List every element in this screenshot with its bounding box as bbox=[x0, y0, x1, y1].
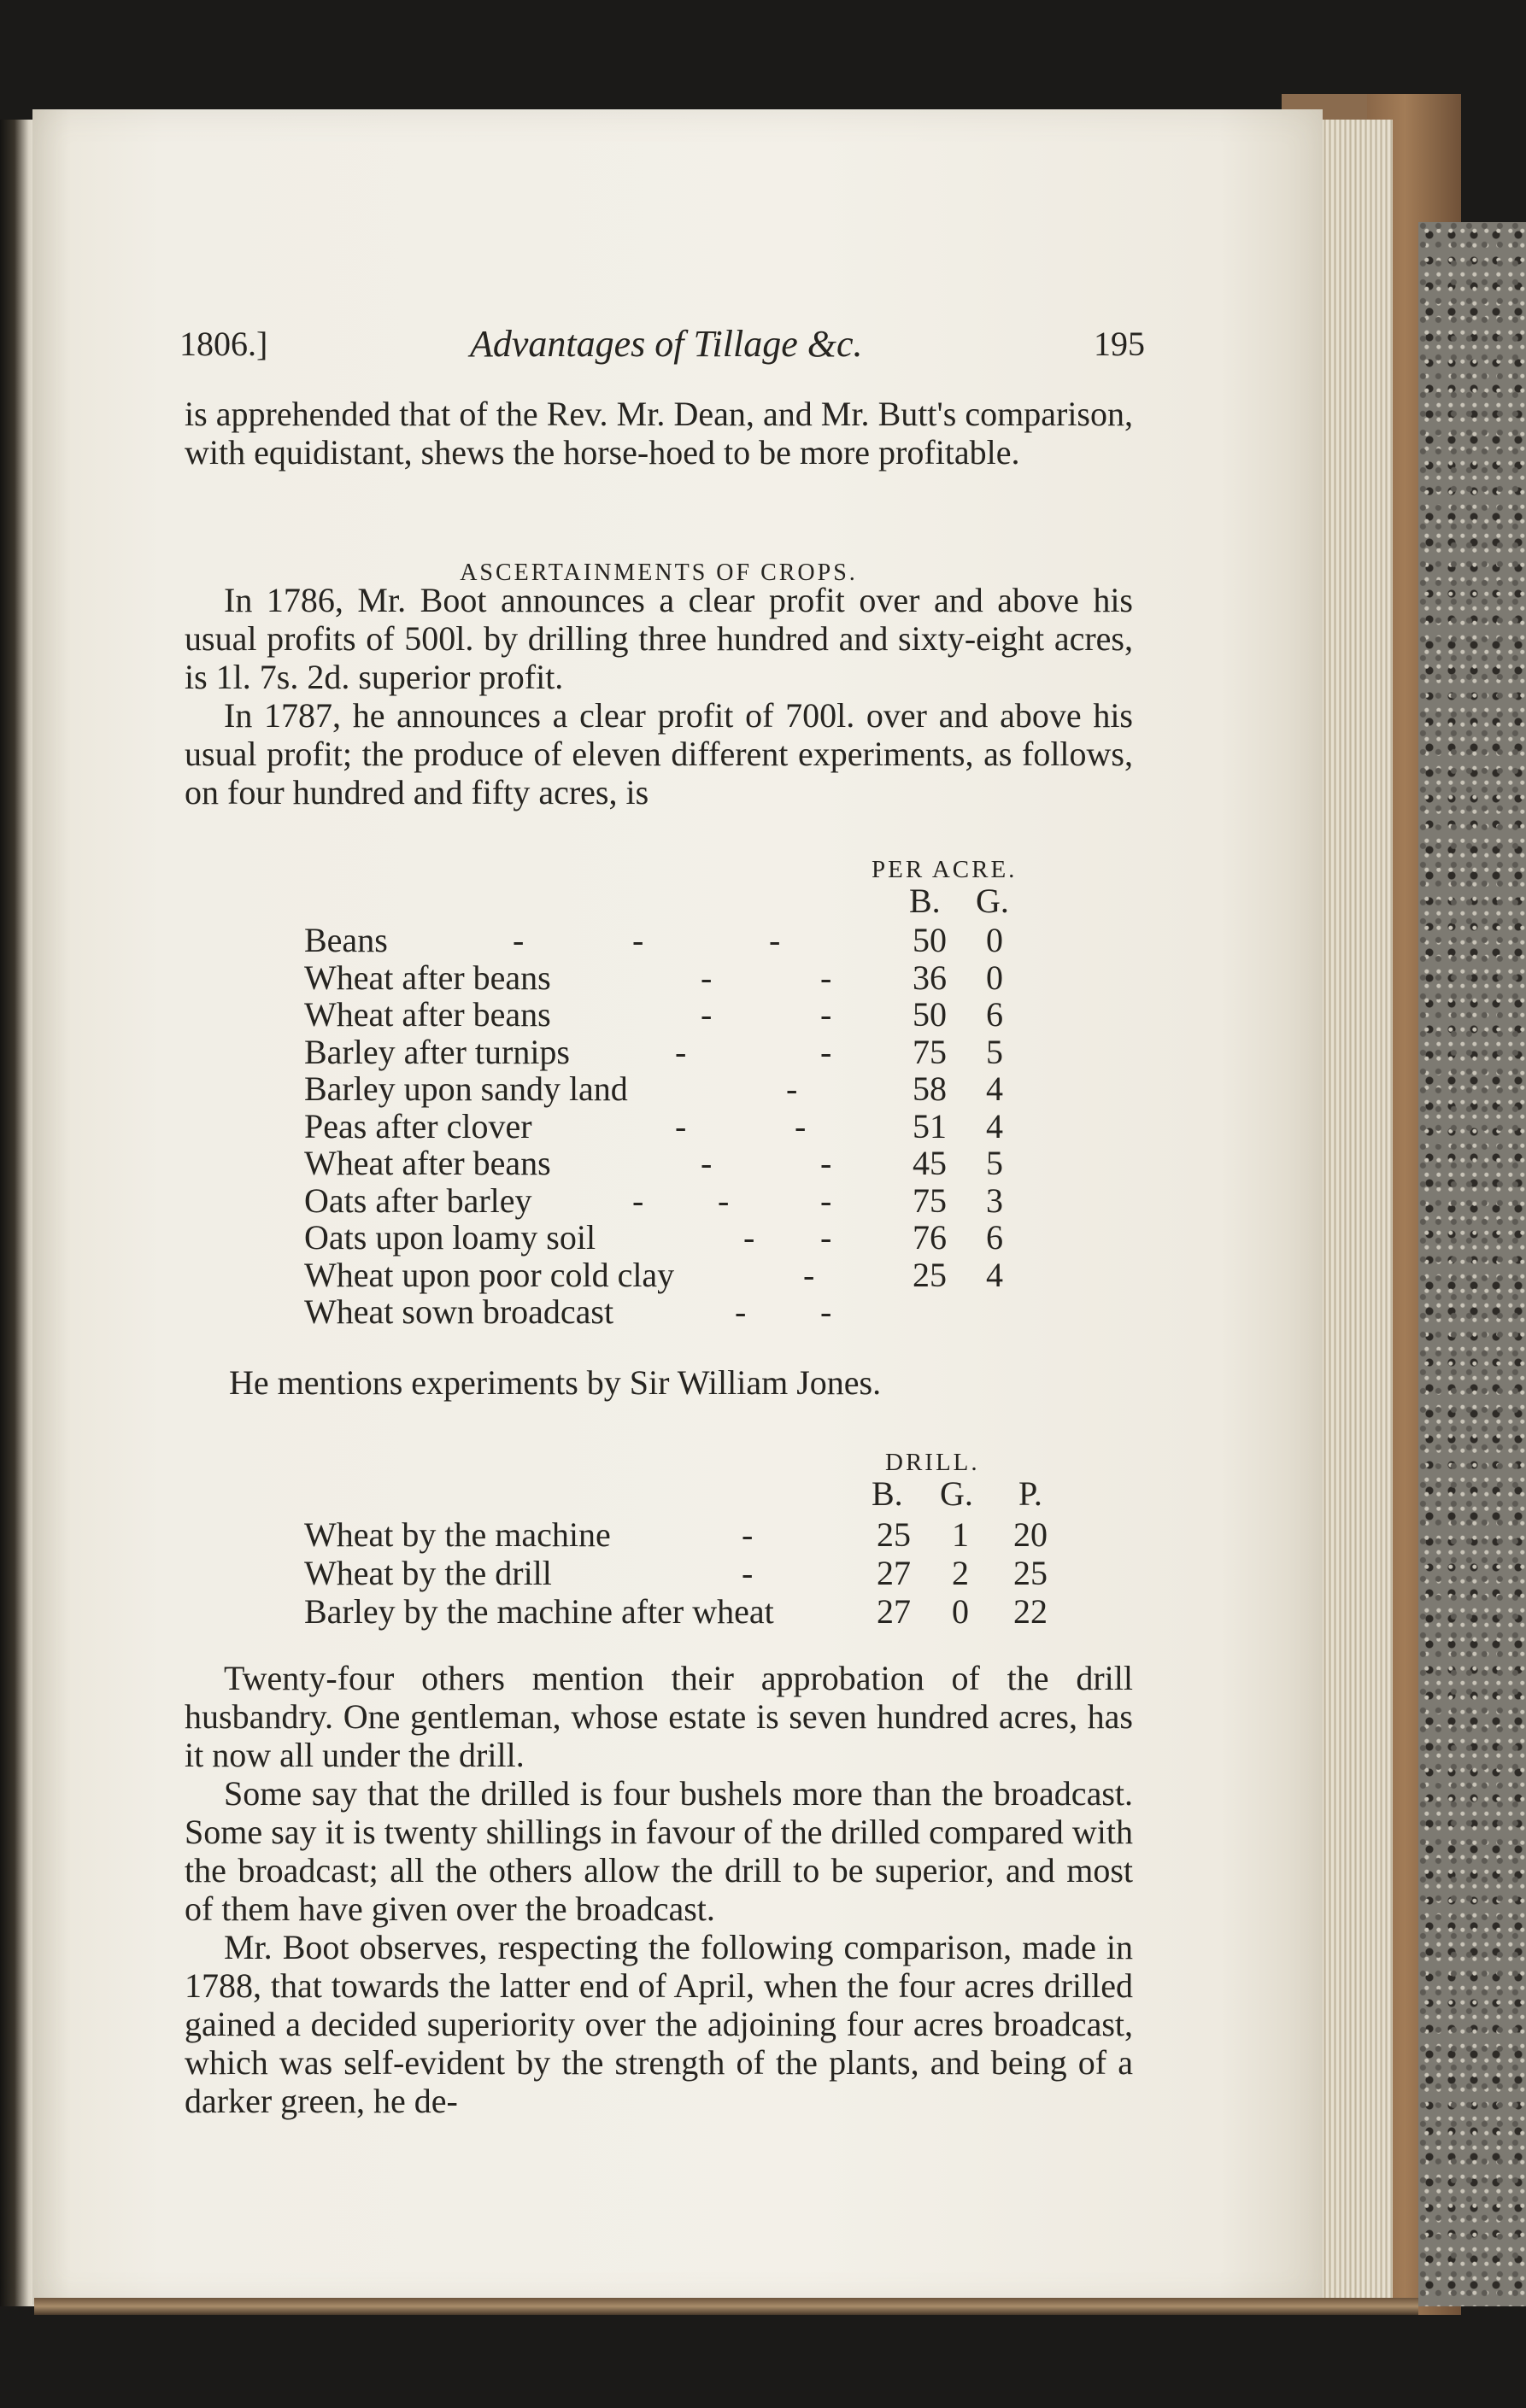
column-pecks: P. bbox=[1018, 1474, 1042, 1513]
leader-dash: - bbox=[675, 1106, 687, 1145]
bushels-value: 75 bbox=[913, 1181, 947, 1220]
crop-name: Oats upon loamy soil bbox=[304, 1218, 596, 1257]
bushels-value: 58 bbox=[913, 1069, 947, 1108]
crop-name: Wheat upon poor cold clay bbox=[304, 1255, 675, 1294]
leader-dash: - bbox=[513, 921, 525, 959]
crop-row bbox=[304, 1181, 1073, 1220]
paragraph-some-say: Some say that the drilled is four bushels more than the broadcast. Some say it is twenty shillings in favour of the drilled compared with the broadcast; all the others allow the drill to be superior, and most of them have given over the broadcast. bbox=[185, 1774, 1133, 1928]
bushels-value: 50 bbox=[913, 995, 947, 1034]
crop-row bbox=[304, 1256, 1073, 1292]
intro-paragraph-text: is apprehended that of the Rev. Mr. Dean, and Mr. Butt's comparison, with equidistant, shews the horse-hoed to be more profitable. bbox=[185, 395, 1133, 472]
crop-name: Wheat after beans bbox=[304, 958, 551, 997]
crop-row bbox=[304, 1033, 1073, 1069]
gallons-value: 4 bbox=[986, 1106, 1003, 1145]
column-bushels: B. bbox=[909, 882, 941, 920]
leader-dash: - bbox=[769, 921, 781, 959]
gallons-value: 0 bbox=[952, 1592, 969, 1631]
column-bushels: B. bbox=[872, 1474, 903, 1513]
column-gallons: G. bbox=[976, 882, 1009, 920]
gallons-value: 4 bbox=[986, 1255, 1003, 1294]
bushels-value: 36 bbox=[913, 958, 947, 997]
leader-dash: - bbox=[786, 1069, 798, 1108]
gallons-value: 6 bbox=[986, 995, 1003, 1034]
intro-paragraph bbox=[185, 395, 1133, 472]
leader-dash: - bbox=[718, 1181, 730, 1220]
bushels-value: 27 bbox=[877, 1592, 911, 1631]
drill-table-columns bbox=[868, 1474, 1090, 1513]
jones-line: He mentions experiments by Sir William Jones. bbox=[229, 1363, 882, 1402]
marbled-endpaper bbox=[1418, 222, 1526, 2306]
pecks-value: 20 bbox=[1013, 1515, 1048, 1554]
paragraph-1787: In 1787, he announces a clear profit of 700l. over and above his usual profit; the produce of eleven different experiments, as follows, on four hundred and fifty acres, is bbox=[185, 696, 1133, 811]
crop-name: Barley after turnips bbox=[304, 1032, 570, 1071]
closing-paragraphs bbox=[185, 1659, 1133, 2120]
section-heading: ASCERTAINMENTS OF CROPS. bbox=[460, 560, 858, 586]
crop-row bbox=[304, 1069, 1073, 1108]
column-gallons: G. bbox=[940, 1474, 973, 1513]
gallons-value: 5 bbox=[986, 1032, 1003, 1071]
drill-row bbox=[304, 1515, 1073, 1554]
leader-dash: - bbox=[742, 1554, 754, 1592]
crop-row bbox=[304, 921, 1073, 957]
drill-table-heading: DRILL. bbox=[885, 1449, 980, 1476]
crop-name: Wheat after beans bbox=[304, 995, 551, 1034]
bushels-value: 45 bbox=[913, 1144, 947, 1182]
crop-row bbox=[304, 1144, 1073, 1180]
crop-name: Wheat sown broadcast bbox=[304, 1292, 614, 1331]
drill-method: Wheat by the machine bbox=[304, 1515, 611, 1554]
gallons-value: 3 bbox=[986, 1181, 1003, 1220]
leader-dash: - bbox=[803, 1255, 815, 1294]
leader-dash: - bbox=[742, 1515, 754, 1554]
drill-row bbox=[304, 1554, 1073, 1590]
drill-method: Wheat by the drill bbox=[304, 1554, 552, 1592]
gallons-value: 4 bbox=[986, 1069, 1003, 1108]
leader-dash: - bbox=[701, 995, 713, 1034]
header-date: 1806.] bbox=[179, 325, 268, 363]
running-header bbox=[179, 325, 1145, 367]
gallons-value: 6 bbox=[986, 1218, 1003, 1257]
paragraph-boot-observes: Mr. Boot observes, respecting the following comparison, made in 1788, that towards the latter end of April, when the four acres drilled gained a decided superiority over the adjoining four acres broadcast, which was self-evident by the strength of the plants, and being of a darker green, he de- bbox=[185, 1928, 1133, 2120]
gallons-value: 5 bbox=[986, 1144, 1003, 1182]
leader-dash: - bbox=[820, 1181, 832, 1220]
crop-name: Barley upon sandy land bbox=[304, 1069, 628, 1108]
crop-name: Peas after clover bbox=[304, 1106, 532, 1145]
leader-dash: - bbox=[675, 1032, 687, 1071]
paragraph-1786: In 1786, Mr. Boot announces a clear profit over and above his usual profits of 500l. by drilling three hundred and sixty-eight acres, is 1l. 7s. 2d. superior profit. bbox=[185, 581, 1133, 696]
crop-row bbox=[304, 1292, 1073, 1331]
gallons-value: 2 bbox=[952, 1554, 969, 1592]
pecks-value: 22 bbox=[1013, 1592, 1048, 1631]
leader-dash: - bbox=[820, 1144, 832, 1182]
paragraph-twenty-four: Twenty-four others mention their approbation of the drill husbandry. One gentleman, whose estate is seven hundred acres, has it now all under the drill. bbox=[185, 1659, 1133, 1774]
leader-dash: - bbox=[820, 1032, 832, 1071]
crop-table-heading: PER ACRE. bbox=[872, 856, 1018, 883]
gallons-value: 0 bbox=[986, 958, 1003, 997]
crop-name: Oats after barley bbox=[304, 1181, 532, 1220]
bushels-value: 25 bbox=[877, 1515, 911, 1554]
leader-dash: - bbox=[701, 1144, 713, 1182]
left-page-edge bbox=[0, 120, 36, 2306]
pecks-value: 25 bbox=[1013, 1554, 1048, 1592]
crop-row bbox=[304, 958, 1073, 997]
running-title: Advantages of Tillage &c. bbox=[470, 323, 863, 365]
bushels-value: 50 bbox=[913, 921, 947, 959]
leader-dash: - bbox=[701, 958, 713, 997]
crop-name: Wheat after beans bbox=[304, 1144, 551, 1182]
drill-row bbox=[304, 1592, 1073, 1631]
leader-dash: - bbox=[632, 1181, 644, 1220]
page-stack-edge bbox=[1316, 120, 1393, 2306]
bushels-value: 51 bbox=[913, 1106, 947, 1145]
leader-dash: - bbox=[820, 1292, 832, 1331]
leader-dash: - bbox=[820, 995, 832, 1034]
cover-bottom-edge bbox=[34, 2298, 1418, 2315]
crop-name: Beans bbox=[304, 921, 388, 959]
leader-dash: - bbox=[820, 958, 832, 997]
leader-dash: - bbox=[743, 1218, 755, 1257]
leader-dash: - bbox=[632, 921, 644, 959]
crop-row bbox=[304, 995, 1073, 1034]
gallons-value: 0 bbox=[986, 921, 1003, 959]
leader-dash: - bbox=[820, 1218, 832, 1257]
profit-paragraphs bbox=[185, 581, 1133, 811]
bushels-value: 27 bbox=[877, 1554, 911, 1592]
crop-row bbox=[304, 1107, 1073, 1143]
leader-dash: - bbox=[795, 1106, 807, 1145]
bushels-value: 76 bbox=[913, 1218, 947, 1257]
drill-method: Barley by the machine after wheat bbox=[304, 1592, 774, 1631]
page-number: 195 bbox=[1094, 325, 1145, 363]
crop-row bbox=[304, 1218, 1073, 1257]
bushels-value: 75 bbox=[913, 1032, 947, 1071]
gallons-value: 1 bbox=[952, 1515, 969, 1554]
bushels-value: 25 bbox=[913, 1255, 947, 1294]
leader-dash: - bbox=[735, 1292, 747, 1331]
